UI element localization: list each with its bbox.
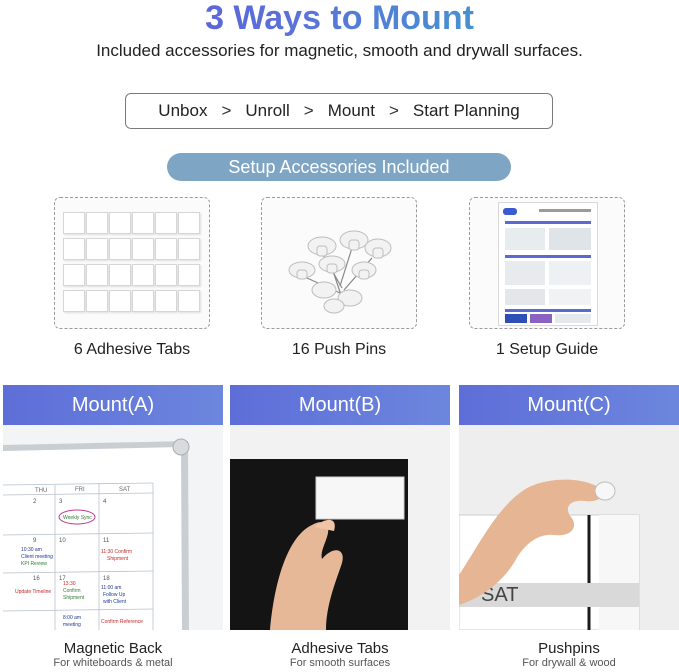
step-separator: > [303,101,314,120]
sat-label: SAT [481,584,519,606]
calendar-note: 8:00 am [63,615,82,621]
step-start-planning: Start Planning [412,101,520,120]
adhesive-tab [132,212,154,234]
calendar-note: Shipment [63,595,85,601]
calendar-note: 10:30 am [21,547,42,553]
adhesive-tabs-image [54,197,210,329]
calendar-note: Weekly Sync [63,515,92,521]
calendar-date: 16 [33,576,40,582]
adhesive-tab [178,264,200,286]
calendar-note: Update Timeline [15,589,52,595]
mount-c-name: Pushpins [538,640,600,657]
page-subtitle: Included accessories for magnetic, smooth and drywall surfaces. [96,41,583,60]
step-unbox: Unbox [158,101,208,120]
push-pins-icon [262,198,417,329]
calendar-note: with Client [103,599,127,605]
mount-a-header: Mount(A) [3,385,223,425]
whiteboard-calendar-illustration [3,425,223,630]
mount-c-photo [459,425,679,630]
calendar-date: 9 [33,538,37,544]
mount-c-header: Mount(C) [459,385,679,425]
setup-guide-image [469,197,625,329]
adhesive-tab [63,212,85,234]
adhesive-tab [109,290,131,312]
page-title: 3 Ways to Mount [0,0,679,36]
adhesive-tabs-sheet [63,212,203,316]
adhesive-tab [63,238,85,260]
calendar-note: meeting [63,622,81,628]
calendar-date: 3 [59,499,63,505]
adhesive-tab [109,264,131,286]
accessory-label-pins: 16 Push Pins [291,341,387,358]
calendar-note: Follow Up [103,592,126,598]
step-separator: > [221,101,232,120]
setup-guide-document [498,202,598,326]
steps-bar [125,93,553,129]
setup-guide-icon [499,203,599,327]
calendar-note: Confirm Reference [101,619,143,625]
mount-b-name: Adhesive Tabs [291,640,389,657]
push-pins-image [261,197,417,329]
adhesive-tab [86,212,108,234]
calendar-note: Shipment [107,556,129,562]
calendar-date: 10 [59,538,66,544]
mount-b-header: Mount(B) [230,385,450,425]
calendar-note: 11:30 Confirm [101,549,133,555]
adhesive-tab [178,290,200,312]
pushpin-illustration [459,425,679,630]
mount-b-sub: For smooth surfaces [289,657,391,669]
calendar-date: 11 [103,538,110,544]
adhesive-tab [178,212,200,234]
adhesive-tab [132,238,154,260]
calendar-date: 17 [59,576,66,582]
step-separator: > [388,101,399,120]
mount-b-photo [230,425,450,630]
step-mount: Mount [327,101,375,120]
mount-a-sub: For whiteboards & metal [53,657,173,669]
accessory-label-guide: 1 Setup Guide [495,341,599,358]
adhesive-tab [155,238,177,260]
accessories-heading: Setup Accessories Included [167,153,511,181]
adhesive-tab [155,212,177,234]
calendar-note: 13:30 [63,581,76,587]
adhesive-tab [155,264,177,286]
calendar-date: 2 [33,499,37,505]
accessory-label-tabs: 6 Adhesive Tabs [73,341,191,358]
calendar-date: 18 [103,576,110,582]
calendar-note: Client meeting [21,554,53,560]
adhesive-tab [155,290,177,312]
calendar-day-fri: FRI [75,487,85,493]
adhesive-tab [109,238,131,260]
adhesive-tab [109,212,131,234]
calendar-day-sat: SAT [119,487,131,493]
adhesive-tab [86,264,108,286]
adhesive-tab [63,290,85,312]
calendar-note: Confirm [63,588,81,594]
mount-a-photo [3,425,223,630]
adhesive-tab [86,290,108,312]
adhesive-tab [63,264,85,286]
calendar-day-thu: THU [35,488,48,494]
adhesive-tab [132,264,154,286]
adhesive-tab-illustration [230,425,450,630]
step-unroll: Unroll [245,101,290,120]
mount-c-sub: For drywall & wood [522,657,616,669]
adhesive-tab [178,238,200,260]
adhesive-tab [86,238,108,260]
calendar-note: 11:00 am [101,585,122,591]
calendar-note: KPI Review [21,561,47,567]
mount-a-name: Magnetic Back [63,640,163,657]
adhesive-tab [132,290,154,312]
calendar-date: 4 [103,499,107,505]
